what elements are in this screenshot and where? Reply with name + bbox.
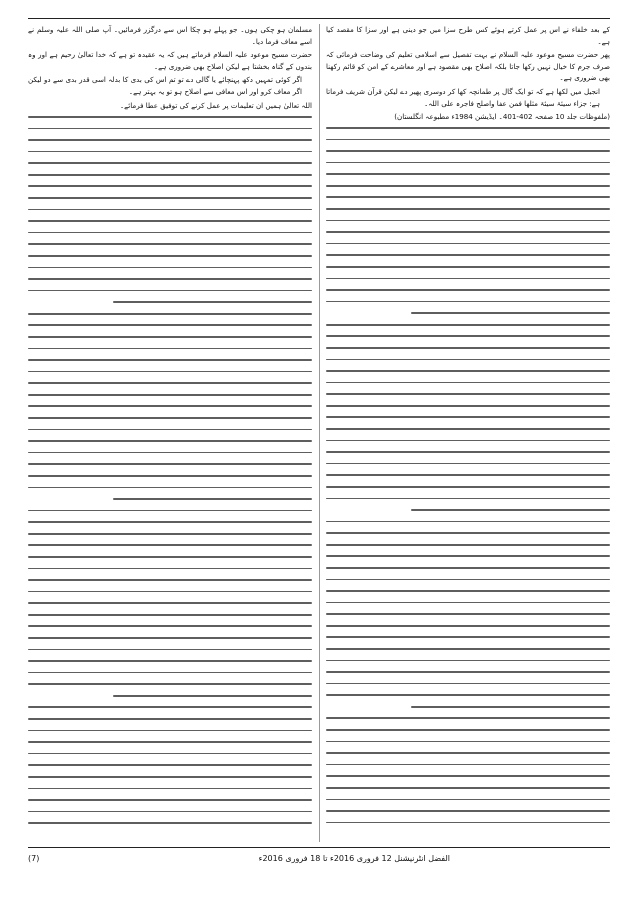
text-line bbox=[326, 613, 610, 615]
left-column-closing: اللہ تعالیٰ ہمیں ان تعلیمات پر عمل کرنے کی توفیق عطا فرمائے۔ bbox=[119, 100, 312, 110]
text-line bbox=[28, 556, 312, 558]
text-line bbox=[326, 590, 610, 592]
text-line bbox=[28, 683, 312, 685]
text-line bbox=[28, 417, 312, 419]
text-line bbox=[28, 602, 312, 604]
text-line bbox=[326, 254, 610, 256]
left-column-body: حضرت مسیح موعود علیہ السلام فرماتے ہیں کہ یہ عقیدہ تو ہے کہ خدا تعالیٰ رحیم ہے اور وہ بندوں کے گناہ بخشتا ہے لیکن اصلاح بھی ضروری ہے۔ bbox=[28, 50, 312, 71]
text-line bbox=[326, 486, 610, 488]
page-footer bbox=[28, 847, 610, 870]
left-column-text-lines bbox=[28, 116, 312, 834]
text-line bbox=[28, 776, 312, 778]
text-line bbox=[326, 671, 610, 673]
text-line bbox=[28, 544, 312, 546]
text-line bbox=[28, 799, 312, 801]
text-line bbox=[28, 313, 312, 315]
text-line bbox=[326, 648, 610, 650]
text-line bbox=[326, 278, 610, 280]
text-line bbox=[326, 694, 610, 696]
text-line bbox=[326, 474, 610, 476]
text-line bbox=[28, 521, 312, 523]
text-line bbox=[326, 625, 610, 627]
text-line bbox=[326, 764, 610, 766]
text-line bbox=[28, 730, 312, 732]
text-line bbox=[28, 174, 312, 176]
text-line bbox=[326, 498, 610, 500]
text-line bbox=[28, 139, 312, 141]
text-line bbox=[326, 440, 610, 442]
text-line bbox=[326, 393, 610, 395]
text-line bbox=[326, 532, 610, 534]
text-line bbox=[28, 197, 312, 199]
text-line bbox=[28, 463, 312, 465]
text-line bbox=[28, 324, 312, 326]
newspaper-page bbox=[28, 18, 610, 870]
text-line bbox=[28, 672, 312, 674]
page-number: (7) bbox=[28, 854, 40, 863]
text-line bbox=[28, 591, 312, 593]
text-line bbox=[326, 405, 610, 407]
text-line bbox=[326, 810, 610, 812]
right-column-opening: کے بعد خلفاء نے اس پر عمل کرتے ہوئے کس طرح سزا میں جو دینی ہے اور سزا کا مقصد کیا ہے۔ bbox=[326, 25, 610, 46]
text-line bbox=[28, 579, 312, 581]
text-line bbox=[28, 116, 312, 118]
text-line bbox=[28, 255, 312, 257]
text-line bbox=[28, 185, 312, 187]
text-line bbox=[326, 729, 610, 731]
text-line bbox=[113, 695, 312, 697]
text-line bbox=[326, 324, 610, 326]
text-line bbox=[28, 429, 312, 431]
text-line bbox=[411, 509, 610, 511]
text-line bbox=[28, 128, 312, 130]
text-line bbox=[326, 301, 610, 303]
text-line bbox=[326, 359, 610, 361]
text-line bbox=[28, 394, 312, 396]
text-line bbox=[326, 208, 610, 210]
text-line bbox=[28, 382, 312, 384]
text-line bbox=[28, 220, 312, 222]
text-line bbox=[28, 359, 312, 361]
text-line bbox=[326, 220, 610, 222]
left-column-opening: مسلمان ہو چکی ہوں۔ جو پہلے ہو چکا اس سے درگزر فرمائیں۔ آپ صلی اللہ علیہ وسلم نے اسے معاف فرما دیا۔ bbox=[28, 25, 312, 46]
text-line bbox=[326, 127, 610, 129]
text-line bbox=[326, 185, 610, 187]
text-line bbox=[28, 568, 312, 570]
text-line bbox=[326, 266, 610, 268]
text-line bbox=[326, 602, 610, 604]
text-line bbox=[28, 788, 312, 790]
left-column bbox=[28, 24, 312, 842]
text-line bbox=[326, 370, 610, 372]
text-line bbox=[326, 150, 610, 152]
text-line bbox=[326, 567, 610, 569]
text-line bbox=[326, 463, 610, 465]
text-line bbox=[326, 799, 610, 801]
text-line bbox=[28, 753, 312, 755]
text-line bbox=[28, 533, 312, 535]
text-line bbox=[28, 510, 312, 512]
text-line bbox=[28, 811, 312, 813]
text-line bbox=[28, 243, 312, 245]
text-line bbox=[28, 440, 312, 442]
text-line bbox=[326, 579, 610, 581]
text-line bbox=[326, 660, 610, 662]
column-divider bbox=[319, 24, 320, 842]
text-line bbox=[28, 614, 312, 616]
text-line bbox=[326, 752, 610, 754]
text-line bbox=[28, 348, 312, 350]
text-line bbox=[28, 487, 312, 489]
text-line bbox=[326, 555, 610, 557]
text-line bbox=[411, 706, 610, 708]
right-column-quote: انجیل میں لکھا ہے کہ تو ایک گال پر طمانچہ کھا کر دوسری پھیر دے لیکن قرآن شریف فرماتا ہے: جزاء سیئۃ سیئۃ مثلھا فمن عفا واصلح فاجرہ علی اللہ۔ bbox=[326, 86, 600, 108]
text-line bbox=[411, 312, 610, 314]
top-rule bbox=[28, 18, 610, 19]
text-line bbox=[326, 196, 610, 198]
text-line bbox=[28, 371, 312, 373]
left-column-quote: اگر کوئی تمہیں دکھ پہنچائے یا گالی دے تو تم اس کی بدی کا بدلہ اسی قدر بدی سے دو لیکن اگر معاف کرو اور اس معافی سے اصلاح ہو تو یہ بہتر ہے۔ bbox=[28, 75, 302, 96]
text-line bbox=[28, 718, 312, 720]
text-line bbox=[28, 764, 312, 766]
text-line bbox=[28, 278, 312, 280]
text-line bbox=[326, 382, 610, 384]
text-line bbox=[28, 267, 312, 269]
text-line bbox=[326, 544, 610, 546]
text-line bbox=[28, 706, 312, 708]
right-column-citation: (ملفوظات جلد 10 صفحہ 402-401۔ ایڈیشن 1984ء مطبوعہ انگلستان) bbox=[394, 112, 610, 122]
text-line bbox=[326, 231, 610, 233]
text-line bbox=[28, 336, 312, 338]
text-line bbox=[28, 822, 312, 824]
text-line bbox=[113, 498, 312, 500]
text-line bbox=[326, 289, 610, 291]
text-line bbox=[28, 741, 312, 743]
text-line bbox=[28, 151, 312, 153]
text-line bbox=[326, 822, 610, 824]
text-line bbox=[326, 787, 610, 789]
right-column-body: پھر حضرت مسیح موعود علیہ السلام نے بہت تفصیل سے اسلامی تعلیم کی وضاحت فرمائی کہ صرف جرم کا خیال نہیں رکھا جاتا بلکہ اصلاح بھی مقصود ہے اور معاشرے کے امن کو قائم رکھنا بھی ضروری ہے۔ bbox=[326, 50, 610, 83]
text-line bbox=[326, 428, 610, 430]
text-line bbox=[28, 660, 312, 662]
text-line bbox=[326, 347, 610, 349]
text-line bbox=[326, 335, 610, 337]
publication-info: الفضل انٹرنیشنل 12 فروری 2016ء تا 18 فروری 2016ء bbox=[258, 854, 450, 863]
text-line bbox=[28, 475, 312, 477]
right-column-text-lines bbox=[326, 127, 610, 833]
text-line bbox=[326, 416, 610, 418]
text-line bbox=[326, 741, 610, 743]
text-line bbox=[28, 452, 312, 454]
text-line bbox=[28, 290, 312, 292]
text-line bbox=[326, 162, 610, 164]
text-line bbox=[326, 451, 610, 453]
text-line bbox=[326, 521, 610, 523]
text-line bbox=[326, 683, 610, 685]
text-line bbox=[28, 637, 312, 639]
text-line bbox=[326, 717, 610, 719]
text-line bbox=[326, 775, 610, 777]
text-line bbox=[28, 405, 312, 407]
text-line bbox=[28, 649, 312, 651]
text-line bbox=[28, 209, 312, 211]
text-line bbox=[28, 162, 312, 164]
text-line bbox=[326, 173, 610, 175]
text-line bbox=[326, 636, 610, 638]
text-line bbox=[326, 139, 610, 141]
right-column bbox=[326, 24, 610, 842]
text-line bbox=[28, 625, 312, 627]
text-line bbox=[28, 232, 312, 234]
text-line bbox=[113, 301, 312, 303]
text-line bbox=[326, 243, 610, 245]
